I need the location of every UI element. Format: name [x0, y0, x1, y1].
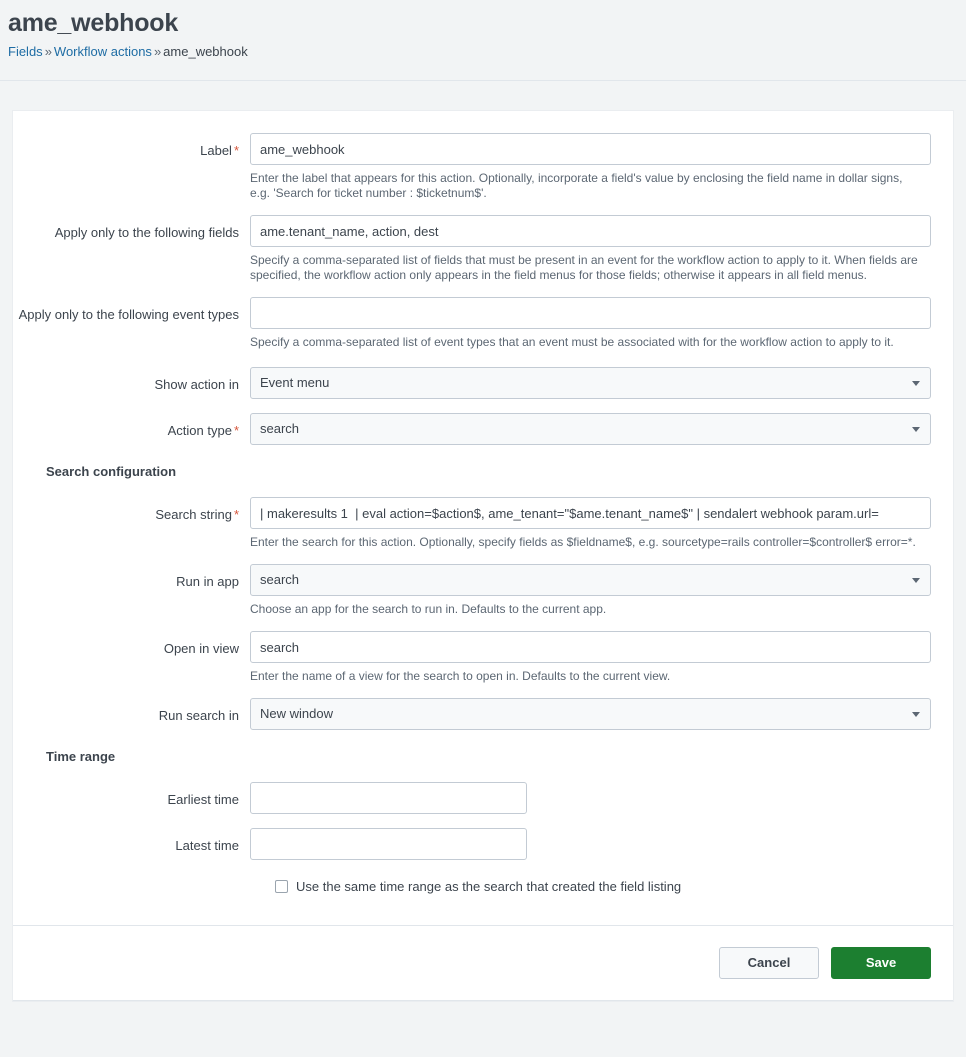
action-type-select[interactable]: search [250, 413, 931, 445]
run-in-app-select[interactable]: search [250, 564, 931, 596]
run-in-app-field-label: Run in app [176, 574, 239, 589]
label-input[interactable] [250, 133, 931, 165]
apply-event-types-input[interactable] [250, 297, 931, 329]
form-row-latest-time [13, 828, 953, 860]
breadcrumb-current: ame_webhook [163, 44, 248, 59]
page-header [0, 0, 966, 81]
cancel-button[interactable]: Cancel [719, 947, 819, 979]
label-text: Action type [167, 423, 232, 438]
search-string-help-text: Enter the search for this action. Optionally, specify fields as $fieldname$, e.g. sourcetype=rails controller=$controller$ error=*. [250, 535, 916, 549]
spacer [13, 350, 953, 367]
label-help-text: Enter the label that appears for this action. Optionally, incorporate a field's value by enclosing the field name in dollar signs, e.g. 'Search for ticket number : $ticketnum$'. [250, 171, 903, 200]
apply-event-types-help-text: Specify a comma-separated list of event types that an event must be associated with for the workflow action to apply to it. [250, 335, 894, 349]
spacer [13, 283, 953, 297]
section-title-time-range: Time range [46, 749, 116, 764]
spacer [13, 201, 953, 215]
form-row-run-search-in [13, 698, 953, 730]
required-asterisk: * [233, 143, 239, 158]
open-in-view-help-text: Enter the name of a view for the search to open in. Defaults to the current view. [250, 669, 671, 683]
latest-time-field-label: Latest time [175, 838, 239, 853]
spacer [13, 684, 953, 698]
breadcrumb-separator: » [153, 44, 162, 59]
breadcrumb-separator: » [44, 44, 52, 59]
form-row-run-in-app [13, 564, 953, 617]
form-row-apply-fields [13, 215, 953, 283]
use-same-time-range-checkbox[interactable] [275, 880, 288, 893]
spacer [13, 814, 953, 828]
label-field-label [13, 133, 250, 159]
action-type-field-label [13, 413, 250, 439]
earliest-time-input[interactable] [250, 782, 527, 814]
page-title: ame_webhook [8, 9, 179, 37]
apply-fields-help-text: Specify a comma-separated list of fields that must be present in an event for the workflow action to apply to it. When fields are specified, the workflow action only appears in the field menus for those fields; otherwise it appears in all field menus. [250, 253, 918, 282]
breadcrumb [8, 44, 966, 60]
label-text: Label [200, 143, 232, 158]
breadcrumb-link-fields[interactable]: Fields [8, 44, 43, 59]
earliest-time-field-label: Earliest time [167, 792, 239, 807]
show-action-in-field-label: Show action in [154, 377, 239, 392]
apply-fields-input[interactable] [250, 215, 931, 247]
spacer [13, 617, 953, 631]
run-in-app-help-text: Choose an app for the search to run in. Defaults to the current app. [250, 602, 607, 616]
form-row-open-in-view [13, 631, 953, 684]
form-row-earliest-time [13, 782, 953, 814]
form-row-label [13, 133, 953, 201]
form-row-action-type [13, 413, 953, 445]
search-string-field-label [13, 497, 250, 523]
workflow-action-form-card [13, 111, 953, 1001]
form-row-search-string [13, 497, 953, 550]
search-string-input[interactable] [250, 497, 931, 529]
form-row-show-action-in [13, 367, 953, 399]
form-body [13, 111, 953, 925]
required-asterisk: * [233, 423, 239, 438]
save-button[interactable]: Save [831, 947, 931, 979]
spacer [13, 399, 953, 413]
latest-time-input[interactable] [250, 828, 527, 860]
form-footer [13, 925, 953, 1000]
section-title-search-configuration: Search configuration [46, 464, 177, 479]
use-same-time-range-label[interactable]: Use the same time range as the search that created the field listing [296, 879, 682, 894]
form-row-apply-event-types [13, 297, 953, 350]
show-action-in-select[interactable]: Event menu [250, 367, 931, 399]
open-in-view-field-label: Open in view [163, 641, 239, 656]
spacer [13, 550, 953, 564]
required-asterisk: * [233, 507, 239, 522]
open-in-view-input[interactable] [250, 631, 931, 663]
form-row-use-same-time-range [13, 878, 953, 895]
label-text: Search string [155, 507, 232, 522]
run-search-in-select[interactable]: New window [250, 698, 931, 730]
run-search-in-field-label: Run search in [158, 708, 239, 723]
apply-fields-field-label: Apply only to the following fields [54, 225, 239, 240]
apply-event-types-field-label: Apply only to the following event types [18, 307, 239, 322]
breadcrumb-link-workflow-actions[interactable]: Workflow actions [53, 44, 152, 59]
